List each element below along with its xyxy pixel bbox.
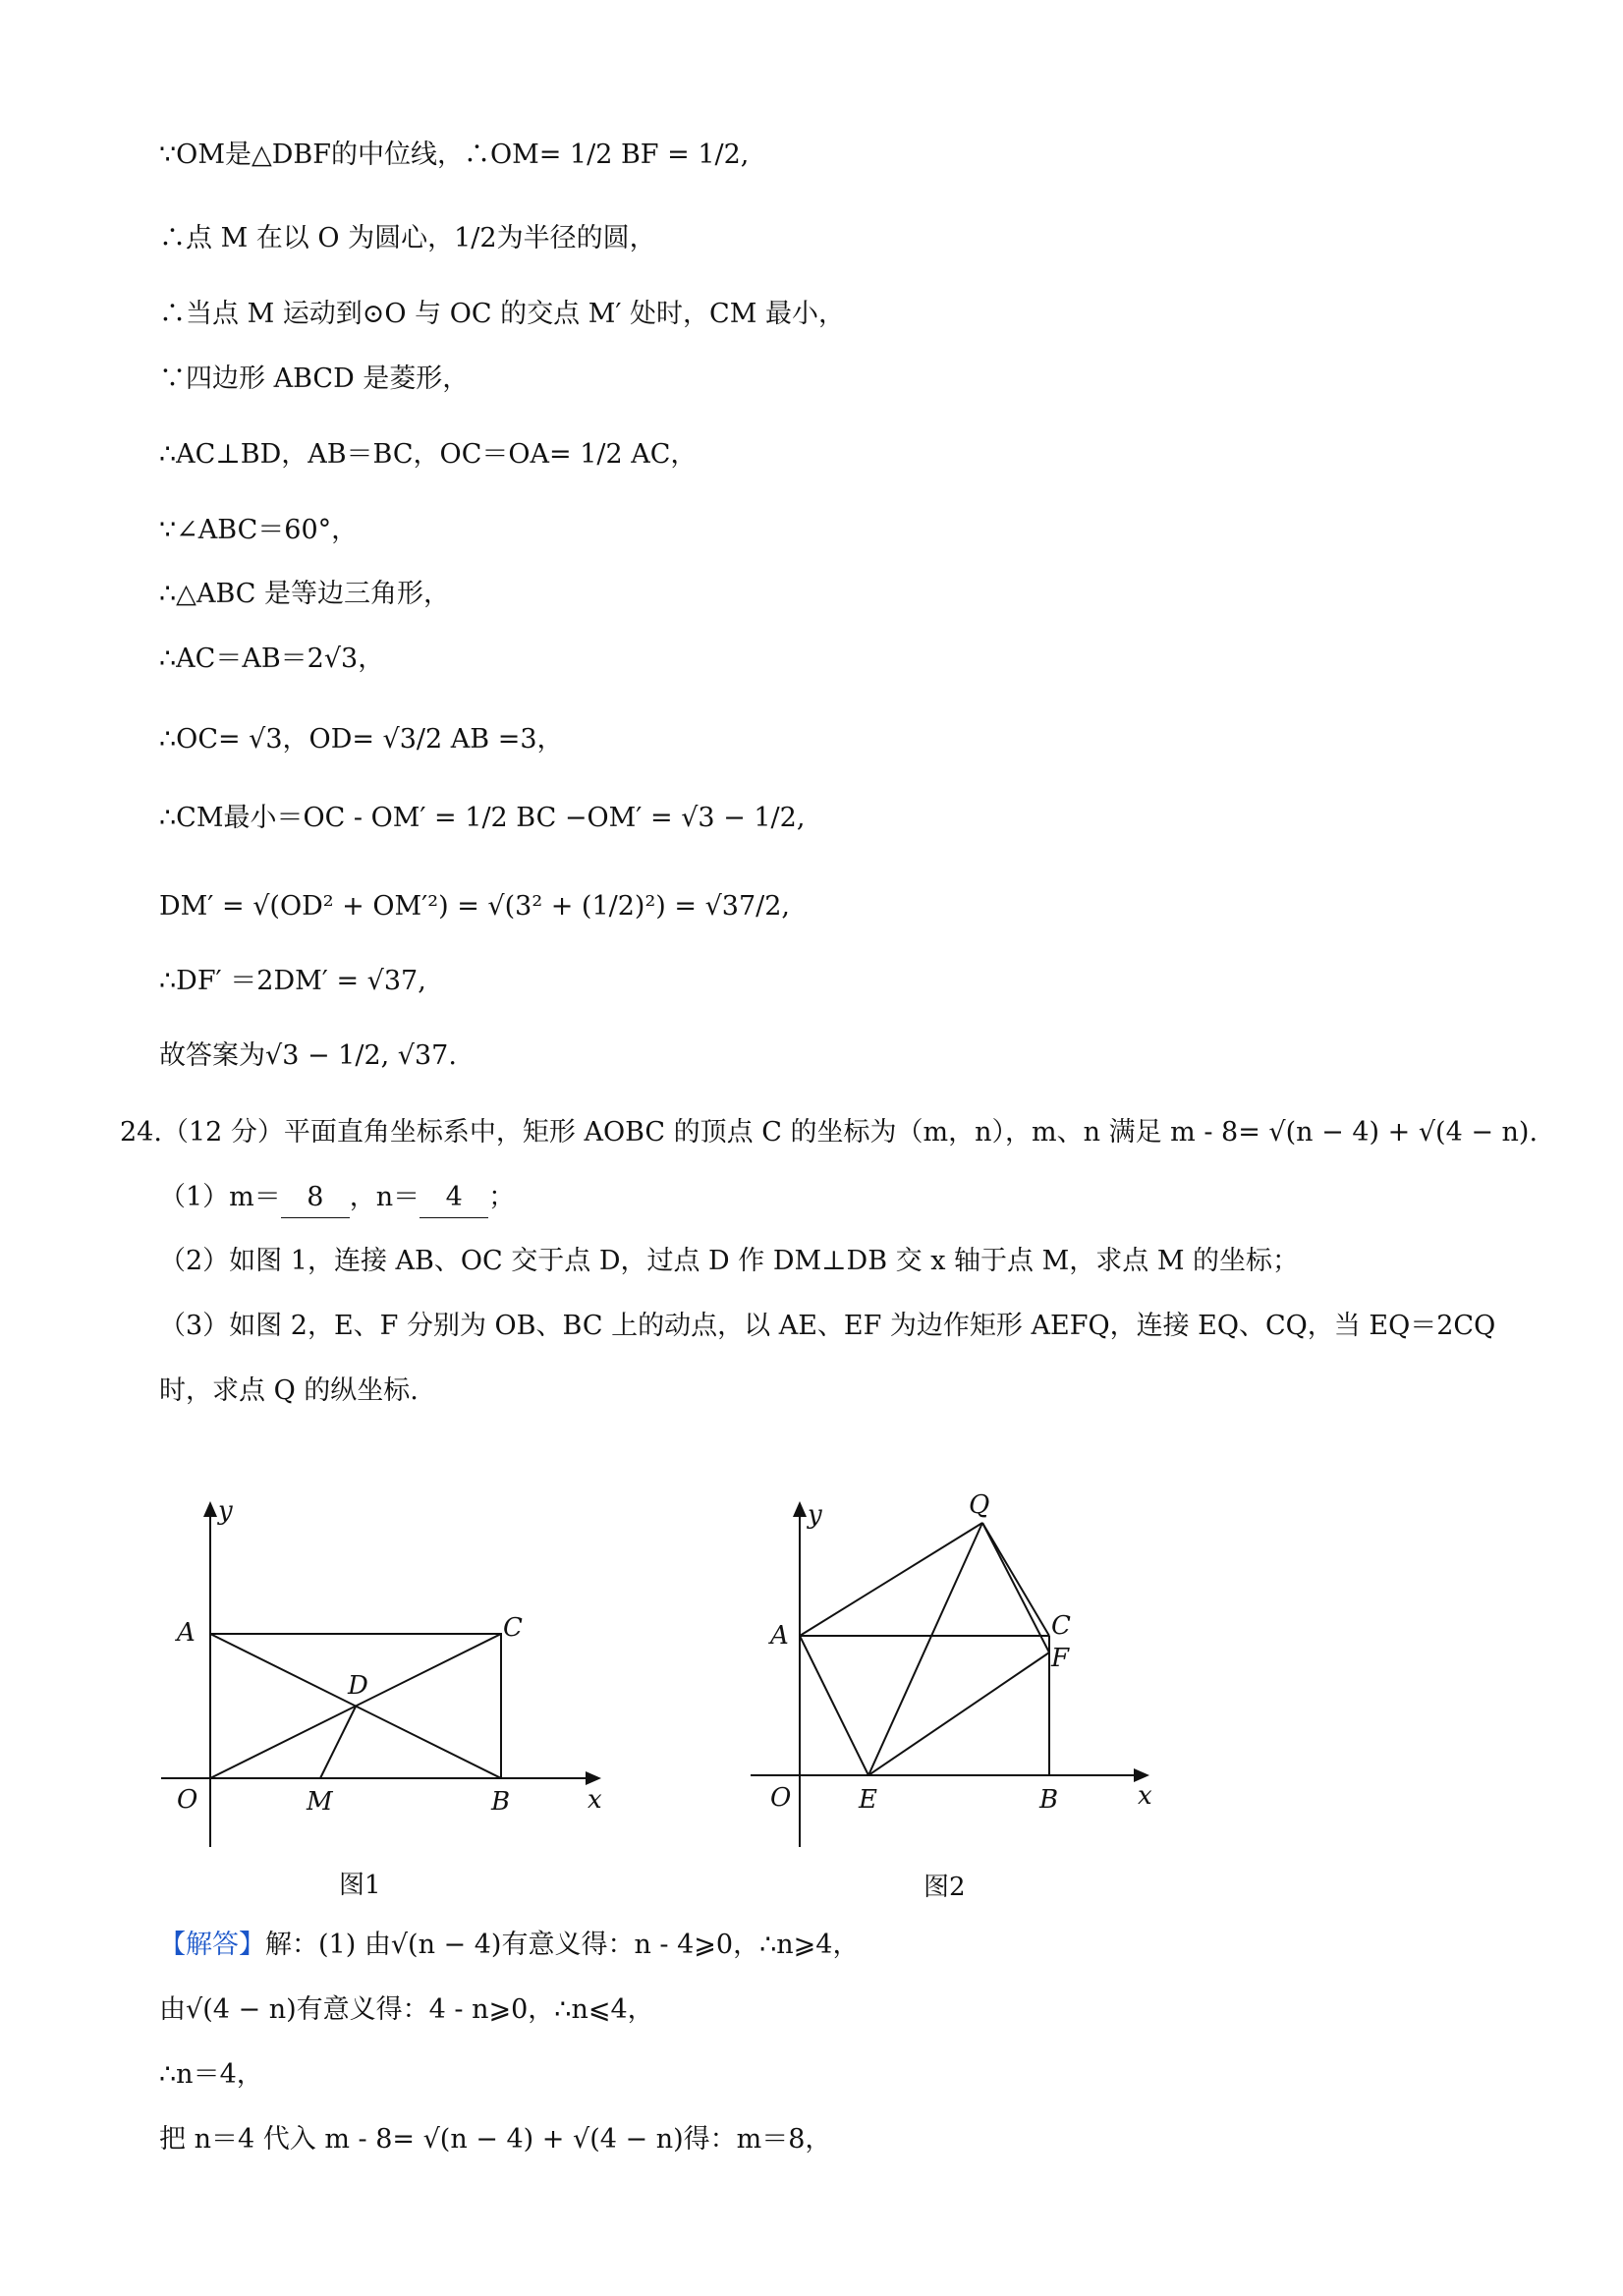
fig1-label-D: D xyxy=(348,1671,368,1701)
fig2-segment-CQ xyxy=(982,1523,1049,1636)
question-part2: （2）如图 1，连接 AB、OC 交于点 D，过点 D 作 DM⊥DB 交 x 轴于点 M，求点 M 的坐标； xyxy=(159,1246,1300,1276)
fig1-label-y: y xyxy=(218,1496,233,1526)
solution-line-3: ∴当点 M 运动到⊙O 与 OC 的交点 M′ 处时，CM 最小， xyxy=(159,299,845,329)
fig2-label-C: C xyxy=(1051,1611,1071,1641)
fig1-label-B: B xyxy=(491,1787,511,1817)
answer-line-1 xyxy=(159,1926,859,1965)
fig2-label-Q: Q xyxy=(969,1490,990,1520)
part1-m-answer: 8 xyxy=(281,1178,350,1218)
fig2-label-O: O xyxy=(770,1783,792,1813)
fig2-segment-FQ xyxy=(982,1523,1049,1652)
question-part1 xyxy=(159,1178,515,1218)
solution-line-11: DM′ = √(OD² + OM′²) = √(3² + (1/2)²) = √37/2, xyxy=(159,891,791,922)
fig2-label-E: E xyxy=(859,1785,877,1815)
fig1-label-A: A xyxy=(177,1618,196,1648)
figure-2 xyxy=(737,1484,1169,1876)
solution-line-10: ∴CM最小＝OC - OM′ = 1/2 BC −OM′ = √3 − 1/2, xyxy=(159,803,806,833)
fig1-label-C: C xyxy=(503,1613,523,1643)
figure-1 xyxy=(147,1484,619,1876)
solution-line-4: ∵四边形 ABCD 是菱形， xyxy=(159,364,470,394)
figure-1-diagram xyxy=(147,1484,619,1876)
fig2-x-arrow xyxy=(1134,1768,1149,1782)
fig2-segment-AE xyxy=(800,1636,868,1775)
fig2-segment-QA xyxy=(800,1523,982,1636)
answer-line-2: 由√(4 − n)有意义得：4 - n⩾0，∴n⩽4， xyxy=(159,1994,654,2025)
question-part3-b: 时，求点 Q 的纵坐标. xyxy=(159,1375,419,1406)
answer-line-4: 把 n＝4 代入 m - 8= √(n − 4) + √(4 − n)得：m＝8， xyxy=(159,2124,832,2155)
solution-line-12: ∴DF′ ＝2DM′ = √37, xyxy=(159,966,426,996)
solution-line-8: ∴AC＝AB＝2√3， xyxy=(159,644,385,674)
question-part3-a: （3）如图 2，E、F 分别为 OB、BC 上的动点，以 AE、EF 为边作矩形 AEFQ，连接 EQ、CQ，当 EQ＝2CQ xyxy=(159,1311,1496,1341)
solution-line-2: ∴点 M 在以 O 为圆心，1/2为半径的圆， xyxy=(159,223,656,253)
part1-suffix: ； xyxy=(488,1182,516,1212)
part1-n-answer: 4 xyxy=(420,1178,488,1218)
fig1-label-O: O xyxy=(177,1785,198,1815)
solution-line-9: ∴OC= √3，OD= √3/2 AB =3， xyxy=(159,724,564,755)
fig2-label-A: A xyxy=(770,1621,789,1651)
solution-line-1: ∵OM是△DBF的中位线，∴OM= 1/2 BF = 1/2, xyxy=(159,140,750,170)
fig1-label-x: x xyxy=(588,1785,602,1815)
solution-line-7: ∴△ABC 是等边三角形， xyxy=(159,579,451,609)
answer-tag: 【解答】 xyxy=(159,1930,265,1960)
fig1-y-arrow xyxy=(203,1501,217,1517)
fig2-label-F: F xyxy=(1051,1644,1070,1673)
answer-line-3: ∴n＝4， xyxy=(159,2059,263,2090)
fig2-label-y: y xyxy=(808,1500,822,1530)
figure-1-caption: 图1 xyxy=(339,1871,381,1900)
question-stem: 24.（12 分）平面直角坐标系中，矩形 AOBC 的顶点 C 的坐标为（m，n），m、n 满足 m - 8= √(n − 4) + √(4 − n). xyxy=(120,1117,1539,1148)
fig1-segment-DM xyxy=(320,1707,356,1778)
answer-line-1-text: 解：(1) 由√(n − 4)有意义得：n - 4⩾0，∴n⩾4， xyxy=(265,1930,860,1960)
solution-line-5: ∴AC⊥BD，AB＝BC，OC＝OA= 1/2 AC， xyxy=(159,439,698,470)
fig2-label-x: x xyxy=(1138,1781,1152,1811)
fig2-label-B: B xyxy=(1039,1785,1059,1815)
part1-prefix: （1）m＝ xyxy=(159,1182,281,1212)
fig1-x-arrow xyxy=(586,1771,601,1785)
fig2-y-arrow xyxy=(793,1501,807,1517)
solution-line-13: 故答案为√3 − 1/2, √37. xyxy=(159,1040,457,1071)
fig1-label-M: M xyxy=(307,1787,333,1817)
figure-2-caption: 图2 xyxy=(923,1873,966,1902)
figure-2-diagram xyxy=(737,1484,1169,1876)
part1-mid: ，n＝ xyxy=(349,1182,420,1212)
solution-line-6: ∵∠ABC＝60°， xyxy=(159,515,359,545)
